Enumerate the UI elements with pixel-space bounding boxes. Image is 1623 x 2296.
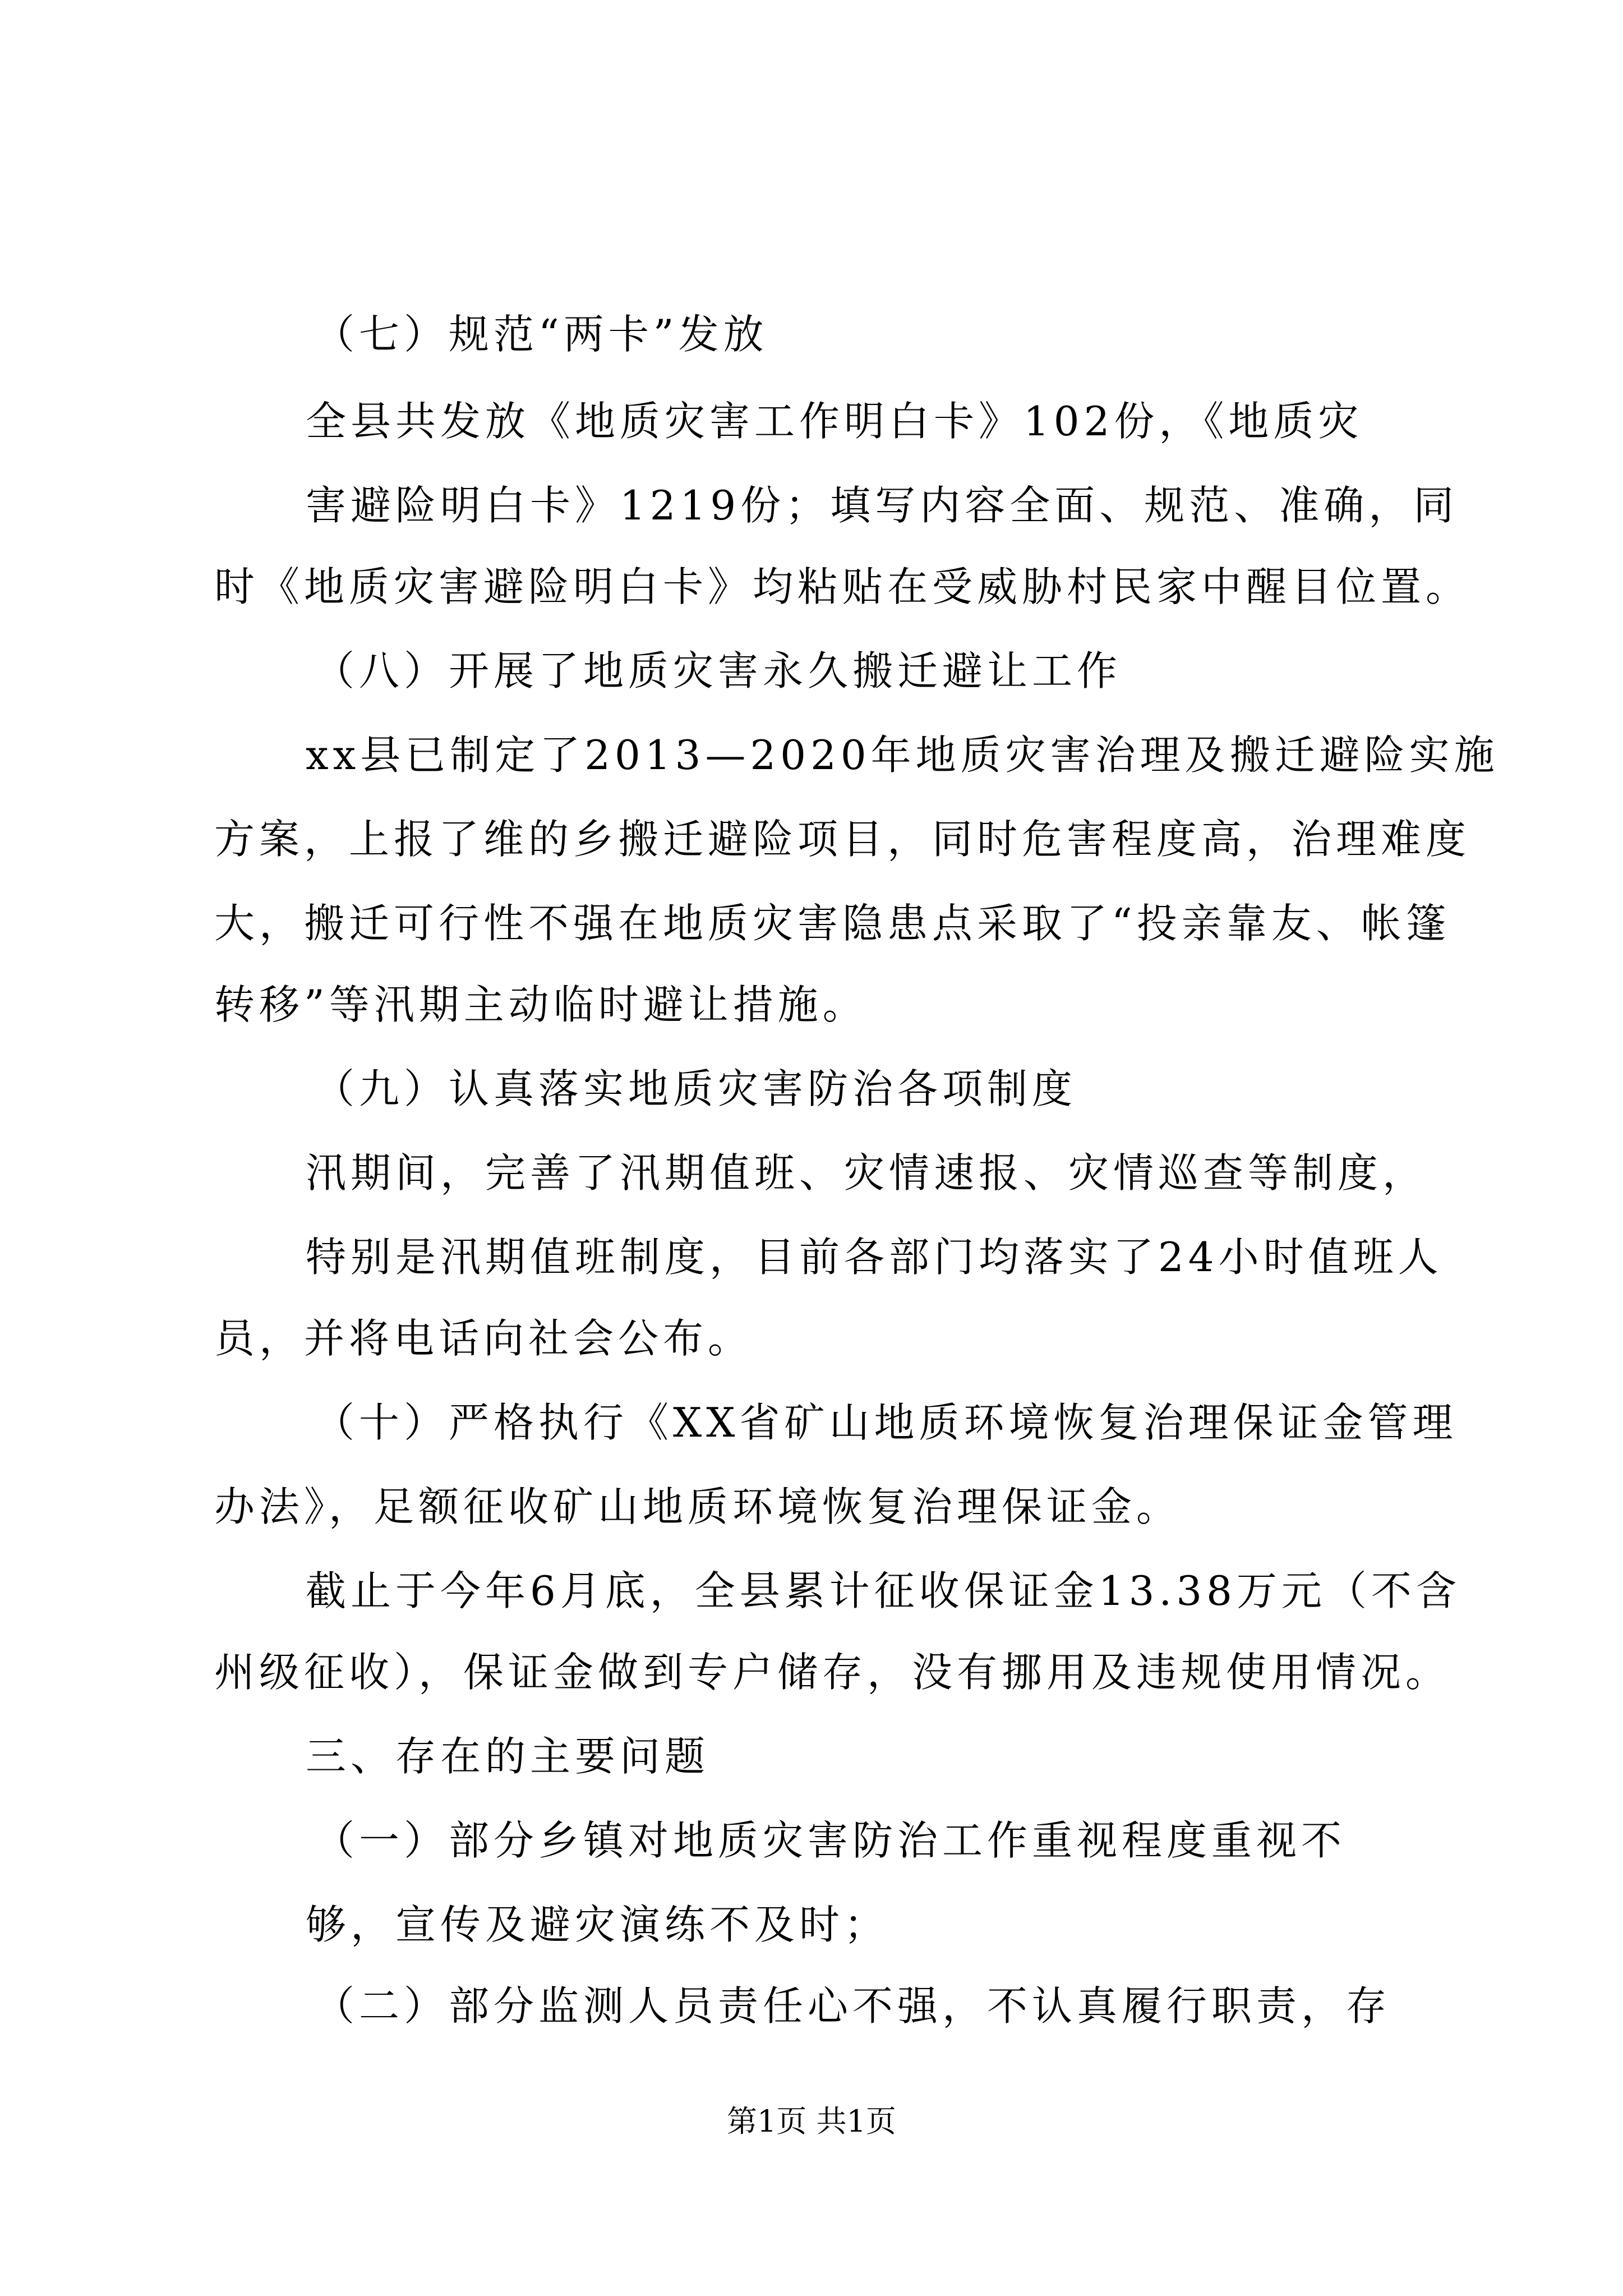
paragraph-line: （二）部分监测人员责任心不强，不认真履行职责，存 xyxy=(314,1982,1391,2030)
paragraph-line: 方案，上报了维的乡搬迁避险项目，同时危害程度高，治理难度 xyxy=(214,816,1471,863)
paragraph-line: 截止于今年6月底，全县累计征收保证金13.38万元（不含 xyxy=(306,1567,1461,1614)
heading-seven: （七）规范“两卡”发放 xyxy=(314,311,768,358)
paragraph-line: （一）部分乡镇对地质灾害防治工作重视程度重视不 xyxy=(314,1817,1347,1864)
paragraph-line: 全县共发放《地质灾害工作明白卡》102份，《地质灾 xyxy=(306,398,1363,445)
paragraph-line: 时《地质灾害避险明白卡》均粘贴在受威胁村民家中醒目位置。 xyxy=(214,563,1471,610)
page-footer: 第1页 共1页 xyxy=(727,2104,896,2139)
paragraph-line: 特别是汛期值班制度，目前各部门均落实了24小时值班人 xyxy=(306,1234,1443,1281)
paragraph-line: 州级征收），保证金做到专户储存，没有挪用及违规使用情况。 xyxy=(214,1649,1451,1696)
paragraph-line: xx县已制定了2013—2020年地质灾害治理及搬迁避险实施 xyxy=(306,731,1499,779)
paragraph-line: 够，宣传及避灾演练不及时； xyxy=(306,1901,889,1948)
paragraph-line: 员，并将电话向社会公布。 xyxy=(214,1315,753,1362)
heading-nine: （九）认真落实地质灾害防治各项制度 xyxy=(314,1065,1077,1112)
paragraph-line: 大，搬迁可行性不强在地质灾害隐患点采取了“投亲靠友、帐篷 xyxy=(214,900,1451,947)
paragraph-line: 汛期间，完善了汛期值班、灾情速报、灾情巡查等制度， xyxy=(306,1149,1428,1197)
heading-eight: （八）开展了地质灾害永久搬迁避让工作 xyxy=(314,647,1122,694)
section-heading-problems: 三、存在的主要问题 xyxy=(306,1733,710,1780)
paragraph-line: 害避险明白卡》1219份；填写内容全面、规范、准确，同 xyxy=(306,482,1459,529)
paragraph-line: 办法》，足额征收矿山地质环境恢复治理保证金。 xyxy=(214,1483,1182,1530)
heading-ten: （十）严格执行《XX省矿山地质环境恢复治理保证金管理 xyxy=(314,1399,1458,1446)
paragraph-line: 转移”等汛期主动临时避让措施。 xyxy=(214,981,868,1028)
